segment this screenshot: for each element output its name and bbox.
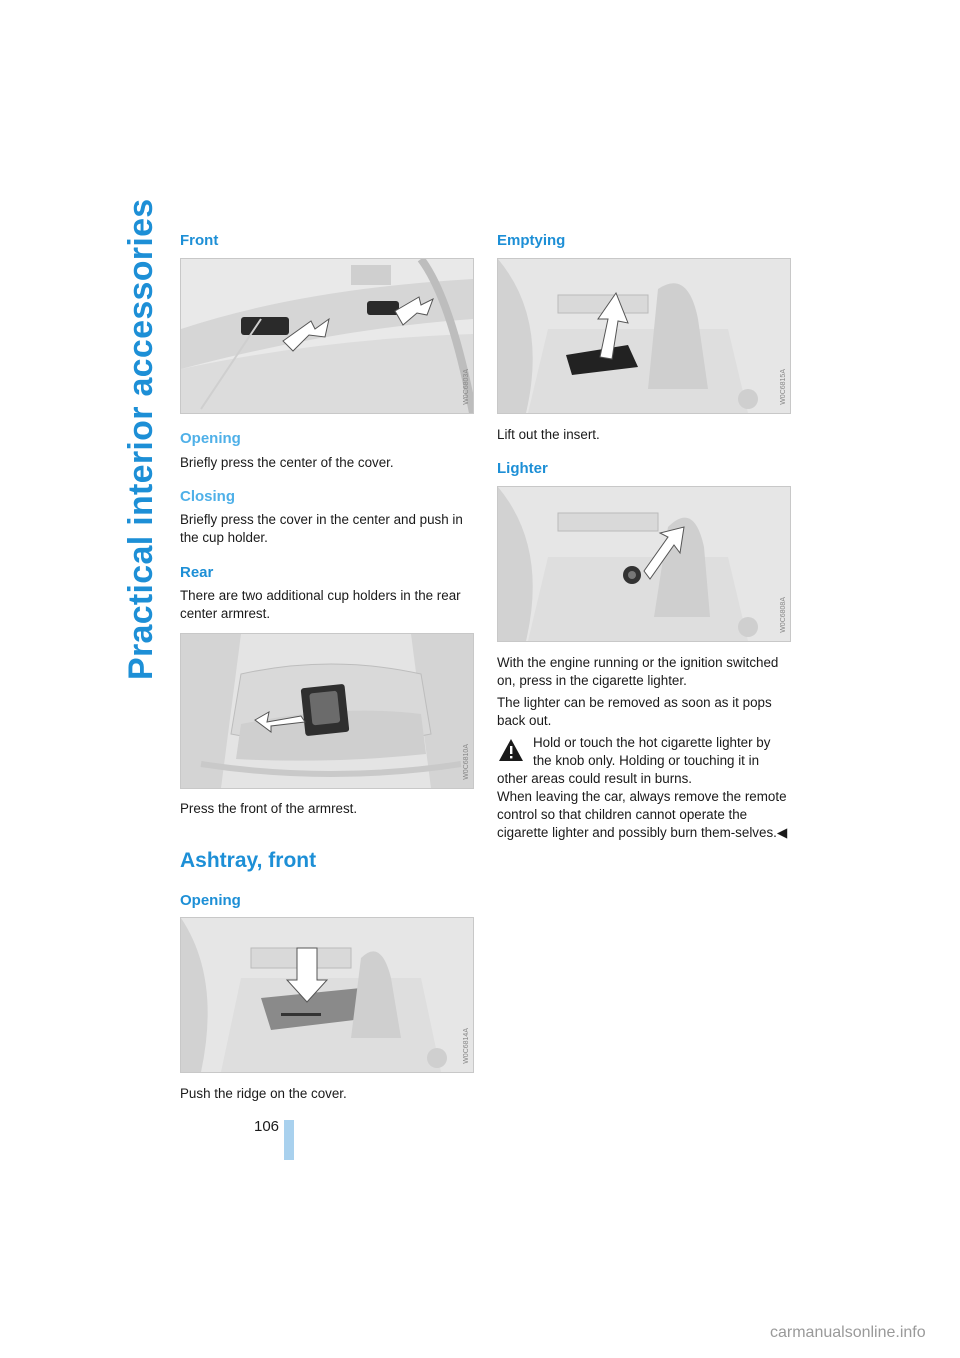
chapter-side-title-text: Practical interior accessories [122,198,160,680]
rear-caption: Press the front of the armrest. [180,801,358,816]
warning-line-1: Hold or touch the hot cigarette lighter by [533,735,771,750]
rear-cupholder-figure [180,633,474,789]
figure-code: W0C6803A [463,369,470,405]
figure-code: W0C6815A [780,369,787,405]
closing-text: Briefly press the cover in the center and push in the cup holder. [180,512,463,545]
page-number-bar [284,1120,294,1160]
warning-line-2: the knob only. Holding or touching it in [533,753,760,768]
lighter-text-2: The lighter can be removed as soon as it pops back out. [497,695,772,728]
emptying-figure [497,258,791,414]
lighter-heading: Lighter [497,460,548,477]
ashtray-opening-figure [180,917,474,1073]
chapter-side-title [120,20,160,720]
end-mark-icon: ◀ [776,825,788,840]
ashtray-opening-caption: Push the ridge on the cover. [180,1086,347,1101]
warning-text-2-body: When leaving the car, always remove the remote control so that children cannot operate the cigarette lighter and possibly burn them-selves. [497,789,787,840]
footer-watermark: carmanualsonline.info [770,1324,926,1341]
emptying-caption: Lift out the insert. [497,427,600,442]
figure-code: W0C6810A [463,744,470,780]
front-heading: Front [180,232,219,249]
warning-triangle-icon [498,738,524,762]
rear-text: There are two additional cup holders in the rear center armrest. [180,588,461,621]
lighter-text-1: With the engine running or the ignition switched on, press in the cigarette lighter. [497,655,779,688]
warning-text-2 [497,788,792,842]
warning-text-1: other areas could result in burns. [497,771,693,786]
ashtray-heading: Ashtray, front [180,849,317,872]
figure-code: W0C6808A [780,597,787,633]
figure-code: W0C6814A [463,1028,470,1064]
emptying-heading: Emptying [497,232,566,249]
lighter-figure [497,486,791,642]
ashtray-opening-heading: Opening [180,892,241,909]
closing-heading: Closing [180,488,235,505]
opening-text: Briefly press the center of the cover. [180,455,394,470]
front-cupholder-figure [180,258,474,414]
opening-heading: Opening [180,430,241,447]
page-number: 106 [254,1118,280,1135]
rear-heading: Rear [180,564,214,581]
